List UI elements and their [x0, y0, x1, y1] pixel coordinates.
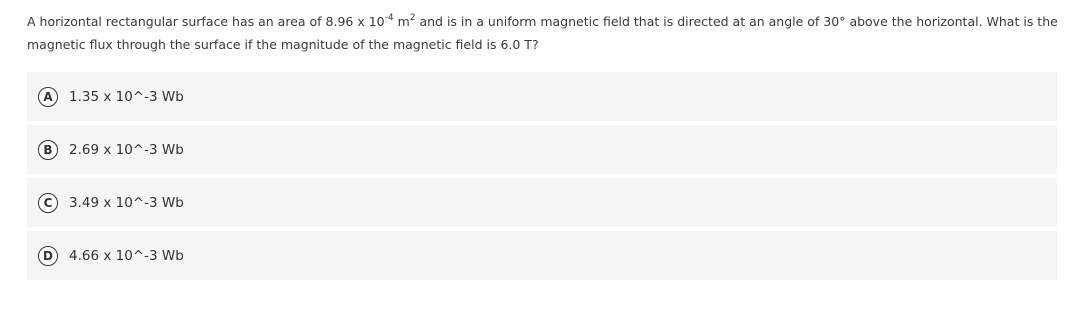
question-part-1: A horizontal rectangular surface has an area of 8.96 x 10: [27, 14, 385, 29]
exponent-area: -4: [384, 12, 394, 23]
option-a[interactable]: [27, 72, 1057, 121]
option-letter-badge: C: [38, 193, 58, 213]
option-text: 3.49 x 10^-3 Wb: [69, 194, 184, 211]
question-part-3: and is in a uniform magnetic field that is directed at an angle of 30° above the horizontal. What is the magnetic flux through the surface if the magnitude of the magnetic field is 6.0 T?: [27, 14, 1058, 52]
question-text: [27, 10, 1062, 56]
option-b[interactable]: [27, 125, 1057, 174]
option-letter-badge: B: [38, 140, 58, 160]
answer-options: [27, 72, 1057, 284]
option-text: 1.35 x 10^-3 Wb: [69, 88, 184, 105]
question-part-2: m: [393, 14, 410, 29]
exponent-unit: 2: [409, 12, 416, 23]
option-letter-badge: A: [38, 87, 58, 107]
option-letter-badge: D: [38, 246, 58, 266]
option-text: 2.69 x 10^-3 Wb: [69, 141, 184, 158]
option-text: 4.66 x 10^-3 Wb: [69, 247, 184, 264]
option-d[interactable]: [27, 231, 1057, 280]
option-c[interactable]: [27, 178, 1057, 227]
